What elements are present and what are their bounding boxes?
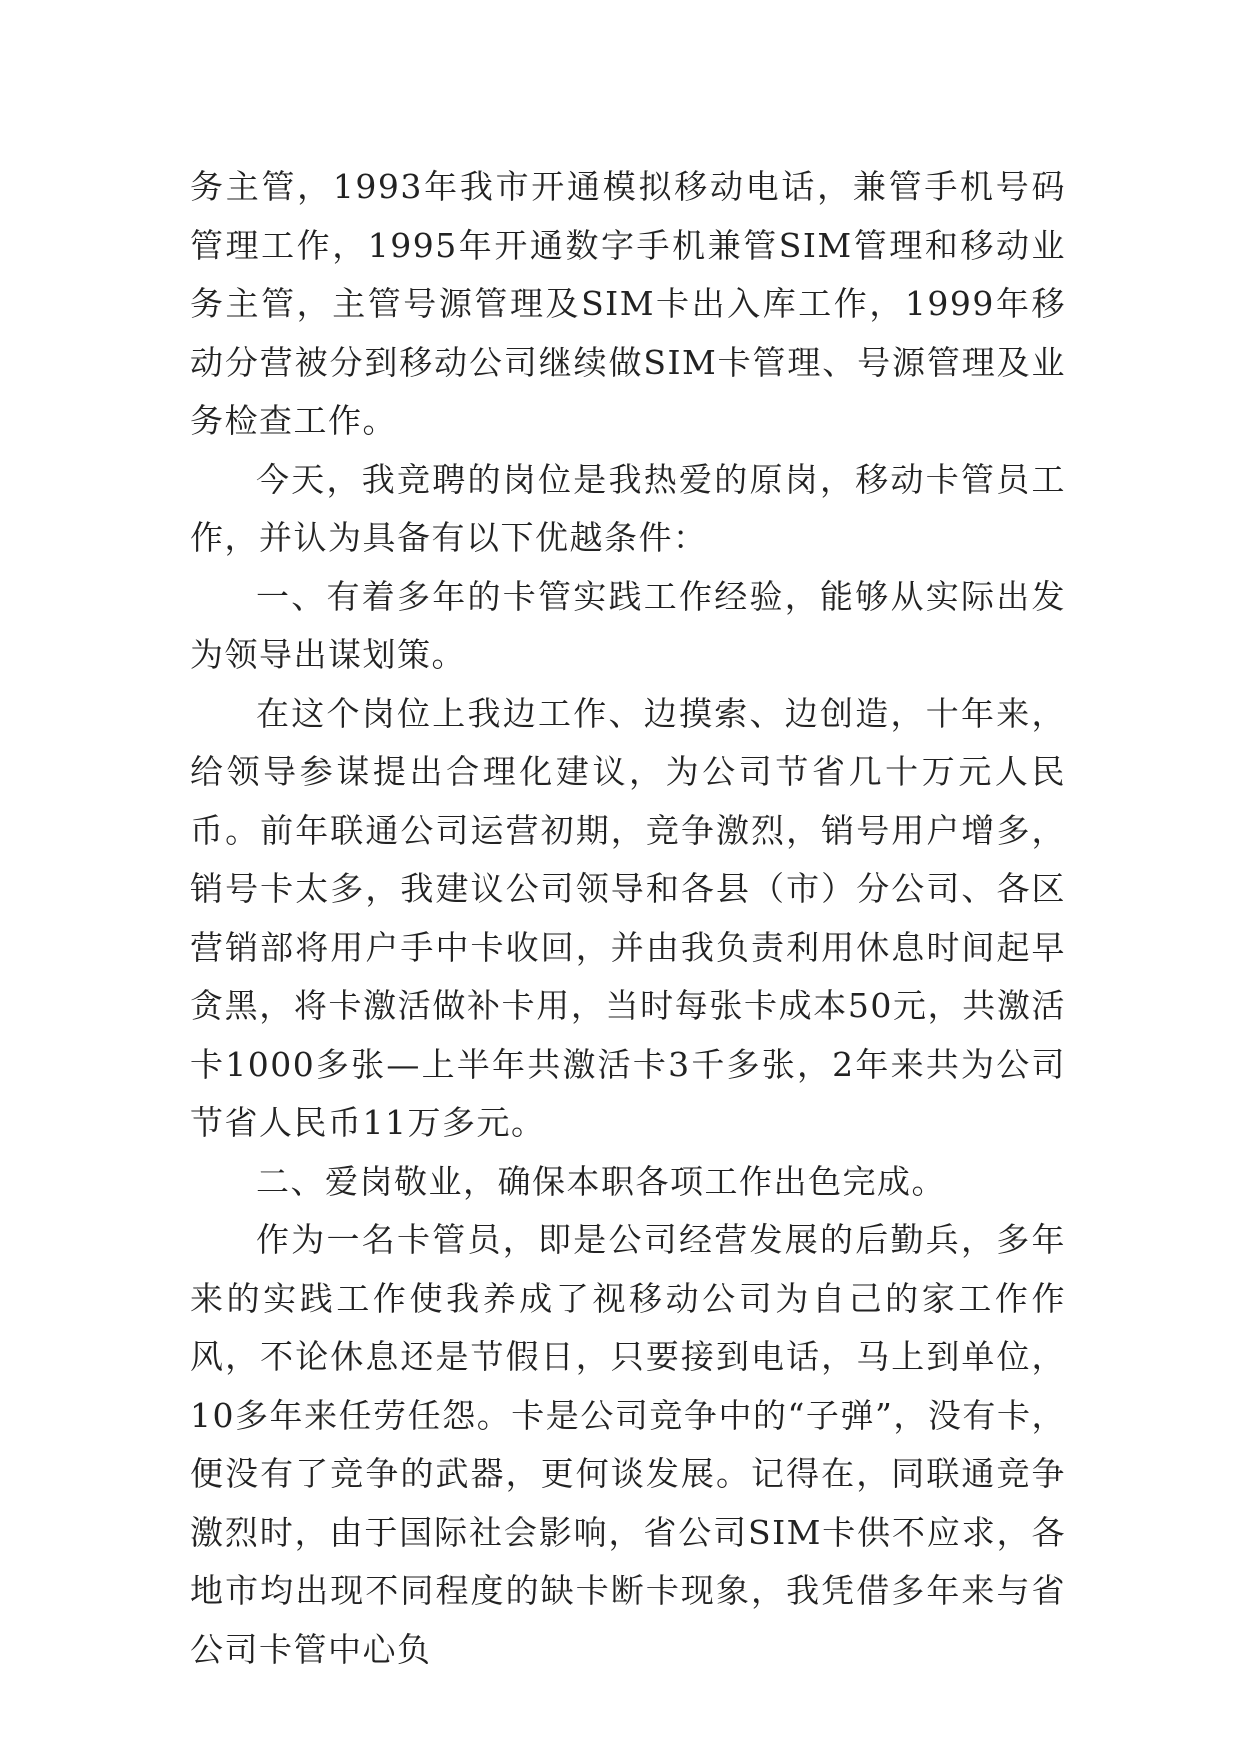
document-body bbox=[190, 158, 1066, 1679]
paragraph-6: 作为一名卡管员，即是公司经营发展的后勤兵，多年来的实践工作使我养成了视移动公司为自己的家工作作风，不论休息还是节假日，只要接到电话，马上到单位，10多年来任劳任怨。卡是公司竞争中的“子弹”，没有卡，便没有了竞争的武器，更何谈发展。记得在，同联通竞争激烈时，由于国际社会影响，省公司SIM卡供不应求，各地市均出现不同程度的缺卡断卡现象，我凭借多年来与省公司卡管中心负 bbox=[190, 1220, 1066, 1669]
paragraph-5: 二、爱岗敬业，确保本职各项工作出色完成。 bbox=[256, 1161, 946, 1201]
paragraph-3: 一、有着多年的卡管实践工作经验，能够从实际出发为领导出谋划策。 bbox=[190, 576, 1066, 674]
paragraph-4: 在这个岗位上我边工作、边摸索、边创造，十年来，给领导参谋提出合理化建议，为公司节省几十万元人民币。前年联通公司运营初期，竞争激烈，销号用户增多，销号卡太多，我建议公司领导和各县（市）分公司、各区营销部将用户手中卡收回，并由我负责利用休息时间起早贪黑，将卡激活做补卡用，当时每张卡成本50元，共激活卡1000多张—上半年共激活卡3千多张，2年来共为公司节省人民币11万多元。 bbox=[190, 693, 1066, 1142]
paragraph-1: 务主管，1993年我市开通模拟移动电话，兼管手机号码管理工作，1995年开通数字手机兼管SIM管理和移动业务主管，主管号源管理及SIM卡出入库工作，1999年移动分营被分到移动公司继续做SIM卡管理、号源管理及业务检查工作。 bbox=[190, 167, 1066, 440]
paragraph-2: 今天，我竞聘的岗位是我热爱的原岗，移动卡管员工作，并认为具备有以下优越条件： bbox=[190, 459, 1066, 557]
